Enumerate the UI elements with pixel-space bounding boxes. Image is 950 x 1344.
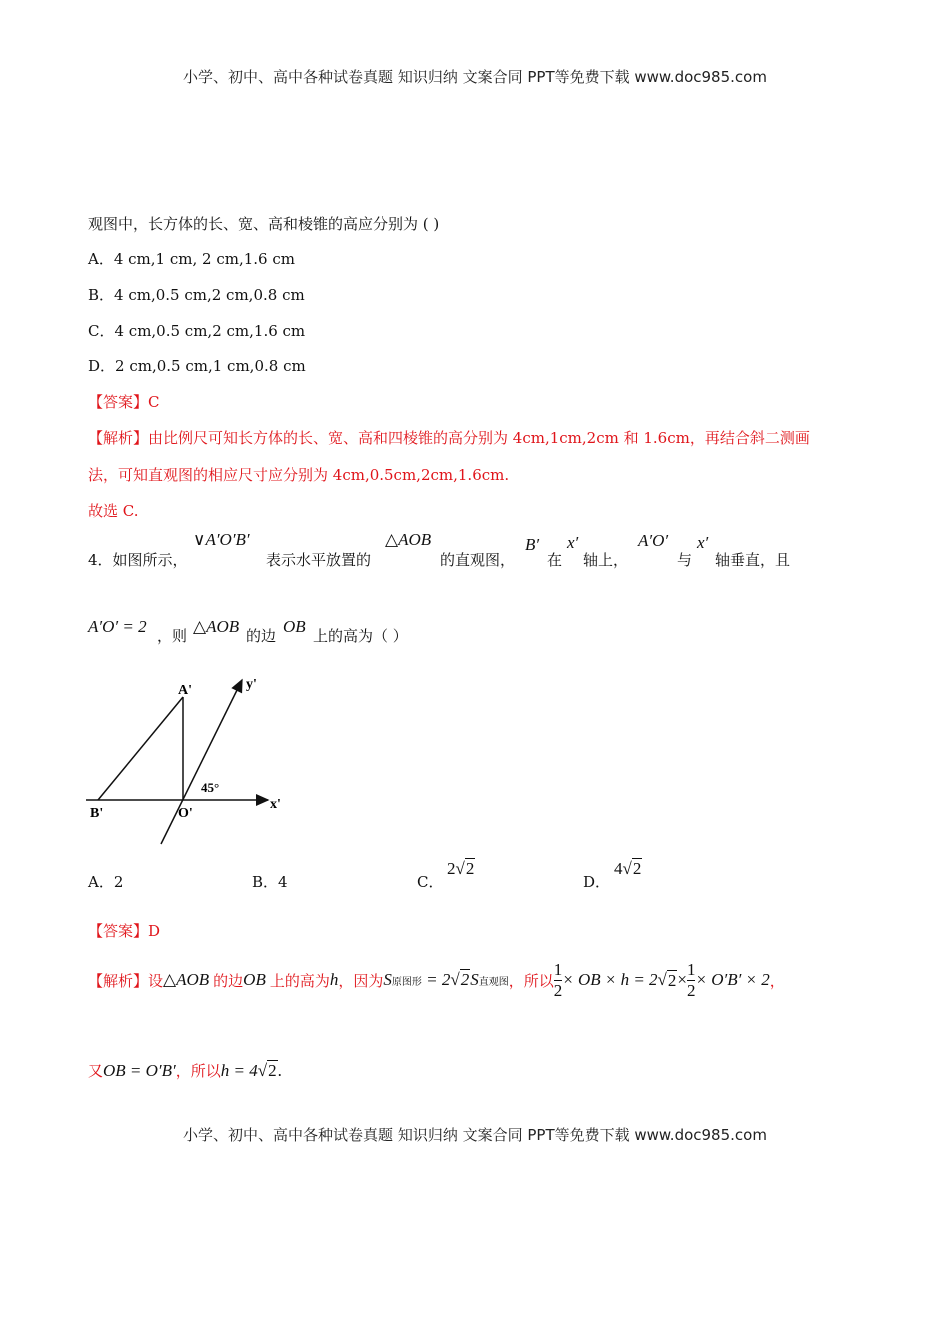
segment-ab: [98, 697, 183, 800]
answer-label: 【答案】: [88, 922, 149, 940]
q4-edge-ob: OB: [283, 617, 306, 636]
radicand: 2: [632, 859, 642, 878]
q4-option-c-label: C．: [417, 873, 444, 891]
y-axis: [161, 680, 242, 844]
label-o: O': [178, 806, 193, 821]
math-ob: OB: [243, 970, 266, 989]
fraction-half: [687, 960, 696, 1001]
q4-tri-aob: △AOB: [193, 617, 240, 636]
q3-analysis-line1: [88, 427, 810, 448]
option-value: 2: [113, 873, 124, 891]
numerator: 1: [553, 959, 563, 979]
q4-text: 与: [677, 551, 693, 569]
q4-text: ，则: [157, 627, 188, 645]
q4-segment-ao: A′O′: [638, 531, 669, 550]
math-text: = 2: [421, 970, 451, 989]
q4-option-c-value: 2√2: [447, 859, 475, 878]
q3-option-d: D．2 cm,0.5 cm,1 cm,0.8 cm: [88, 357, 306, 375]
q4-number: 4．如图所示，: [88, 551, 188, 569]
q4-axis-x: x′: [567, 533, 579, 552]
q4-analysis-line1: [88, 960, 785, 1000]
q4-tri-prime: ∨A′O′B′: [193, 530, 250, 549]
analysis-text: ，: [769, 971, 785, 990]
denominator: 2: [553, 980, 563, 1000]
label-b: B': [90, 806, 104, 821]
page-footer: 小学、初中、高中各种试卷真题 知识归纳 文案合同 PPT等免费下载 www.doc985.com: [183, 1126, 767, 1144]
analysis-text: 上的高为: [269, 971, 330, 990]
math-tri-aob: △AOB: [163, 970, 210, 989]
option-label: B．: [252, 873, 279, 891]
q4-option-a: [88, 871, 123, 892]
subscript: 原图形: [391, 977, 422, 988]
math-text: ×: [677, 970, 687, 989]
label-a: A': [178, 683, 192, 698]
fraction-half: [554, 960, 563, 1001]
q3-answer: [88, 391, 160, 412]
answer-value: C: [148, 393, 160, 411]
analysis-text: 的边: [213, 971, 244, 990]
label-y: y': [246, 677, 257, 692]
answer-value: D: [148, 922, 161, 940]
math-text: .: [277, 1060, 282, 1080]
q4-text: 表示水平放置的: [266, 551, 372, 569]
q3-option-a: A．4 cm,1 cm, 2 cm,1.6 cm: [88, 250, 295, 268]
q4-condition: A′O′ = 2: [88, 617, 147, 636]
q4-text: 在: [547, 551, 563, 569]
math-text: × OB × h = 2: [562, 970, 658, 989]
analysis-text: 又: [88, 1062, 104, 1080]
q4-tri-aob: △AOB: [385, 530, 432, 549]
math-h: h: [329, 970, 339, 989]
q4-text: 轴垂直，且: [715, 551, 791, 569]
q3-analysis-line2: 法，可知直观图的相应尺寸应分别为 4cm,0.5cm,2cm,1.6cm.: [88, 466, 510, 484]
label-x: x': [270, 797, 281, 812]
q3-option-c: C．4 cm,0.5 cm,2 cm,1.6 cm: [88, 322, 306, 340]
q4-text: 的边: [246, 627, 277, 645]
coefficient: 2: [447, 859, 456, 878]
analysis-text: ，所以: [508, 971, 554, 990]
analysis-label: 【解析】: [88, 971, 149, 990]
label-angle: 45°: [201, 780, 220, 795]
subscript: 直观图: [478, 977, 509, 988]
option-label: A．: [88, 873, 114, 891]
area-symbol: S: [470, 970, 479, 989]
analysis-text: ，因为: [338, 971, 384, 990]
analysis-text: 由比例尺可知长方体的长、宽、高和四棱锥的高分别为 4cm,1cm,2cm 和 1.6cm，再结合斜二测画: [148, 429, 810, 447]
q3-conclusion: 故选 C.: [88, 502, 139, 520]
oblique-projection-figure: [80, 668, 310, 853]
option-value: 4: [278, 873, 288, 891]
analysis-label: 【解析】: [88, 429, 149, 447]
q3-stem: 观图中，长方体的长、宽、高和棱锥的高应分别为 ( ): [88, 215, 440, 233]
q4-axis-x: x′: [697, 533, 709, 552]
math-equation: $\frac{1}{2}$ × OB × h = 2 √ 2 × $\frac{1}{2}$ × O′B′ × 2: [553, 959, 770, 1000]
radicand: 2: [465, 859, 475, 878]
answer-label: 【答案】: [88, 393, 149, 411]
math-ob-equal: OB = O′B′: [103, 1060, 176, 1080]
q4-point-b: B′: [525, 535, 540, 554]
math-area-relation: S原图形 = 2√2S直观图: [383, 970, 509, 989]
q4-text: 轴上，: [583, 551, 629, 569]
q4-text: 的直观图，: [440, 551, 516, 569]
q4-option-d-value: 4√2: [614, 859, 642, 878]
analysis-text: ，所以: [175, 1062, 221, 1080]
area-symbol: S: [383, 970, 392, 989]
page-header: 小学、初中、高中各种试卷真题 知识归纳 文案合同 PPT等免费下载 www.doc985.com: [183, 68, 767, 86]
analysis-text: 设: [148, 971, 164, 990]
radicand: 2: [667, 970, 677, 990]
radicand: 2: [268, 1061, 277, 1080]
q4-answer: [88, 920, 160, 941]
q3-option-b: B．4 cm,0.5 cm,2 cm,0.8 cm: [88, 286, 305, 304]
q4-text: 上的高为（ ）: [313, 627, 408, 645]
math-h-value: h = 4: [220, 1060, 258, 1080]
coefficient: 4: [614, 859, 623, 878]
denominator: 2: [686, 980, 696, 1000]
math-text: × O′B′ × 2: [695, 970, 770, 989]
q4-option-b: [252, 871, 288, 892]
q4-option-d-label: D．: [583, 873, 611, 891]
numerator: 1: [686, 959, 696, 979]
q4-analysis-line2: 又 OB = O′B′ ，所以 h = 4 √ 2 .: [88, 1060, 282, 1080]
radicand: 2: [460, 970, 470, 989]
